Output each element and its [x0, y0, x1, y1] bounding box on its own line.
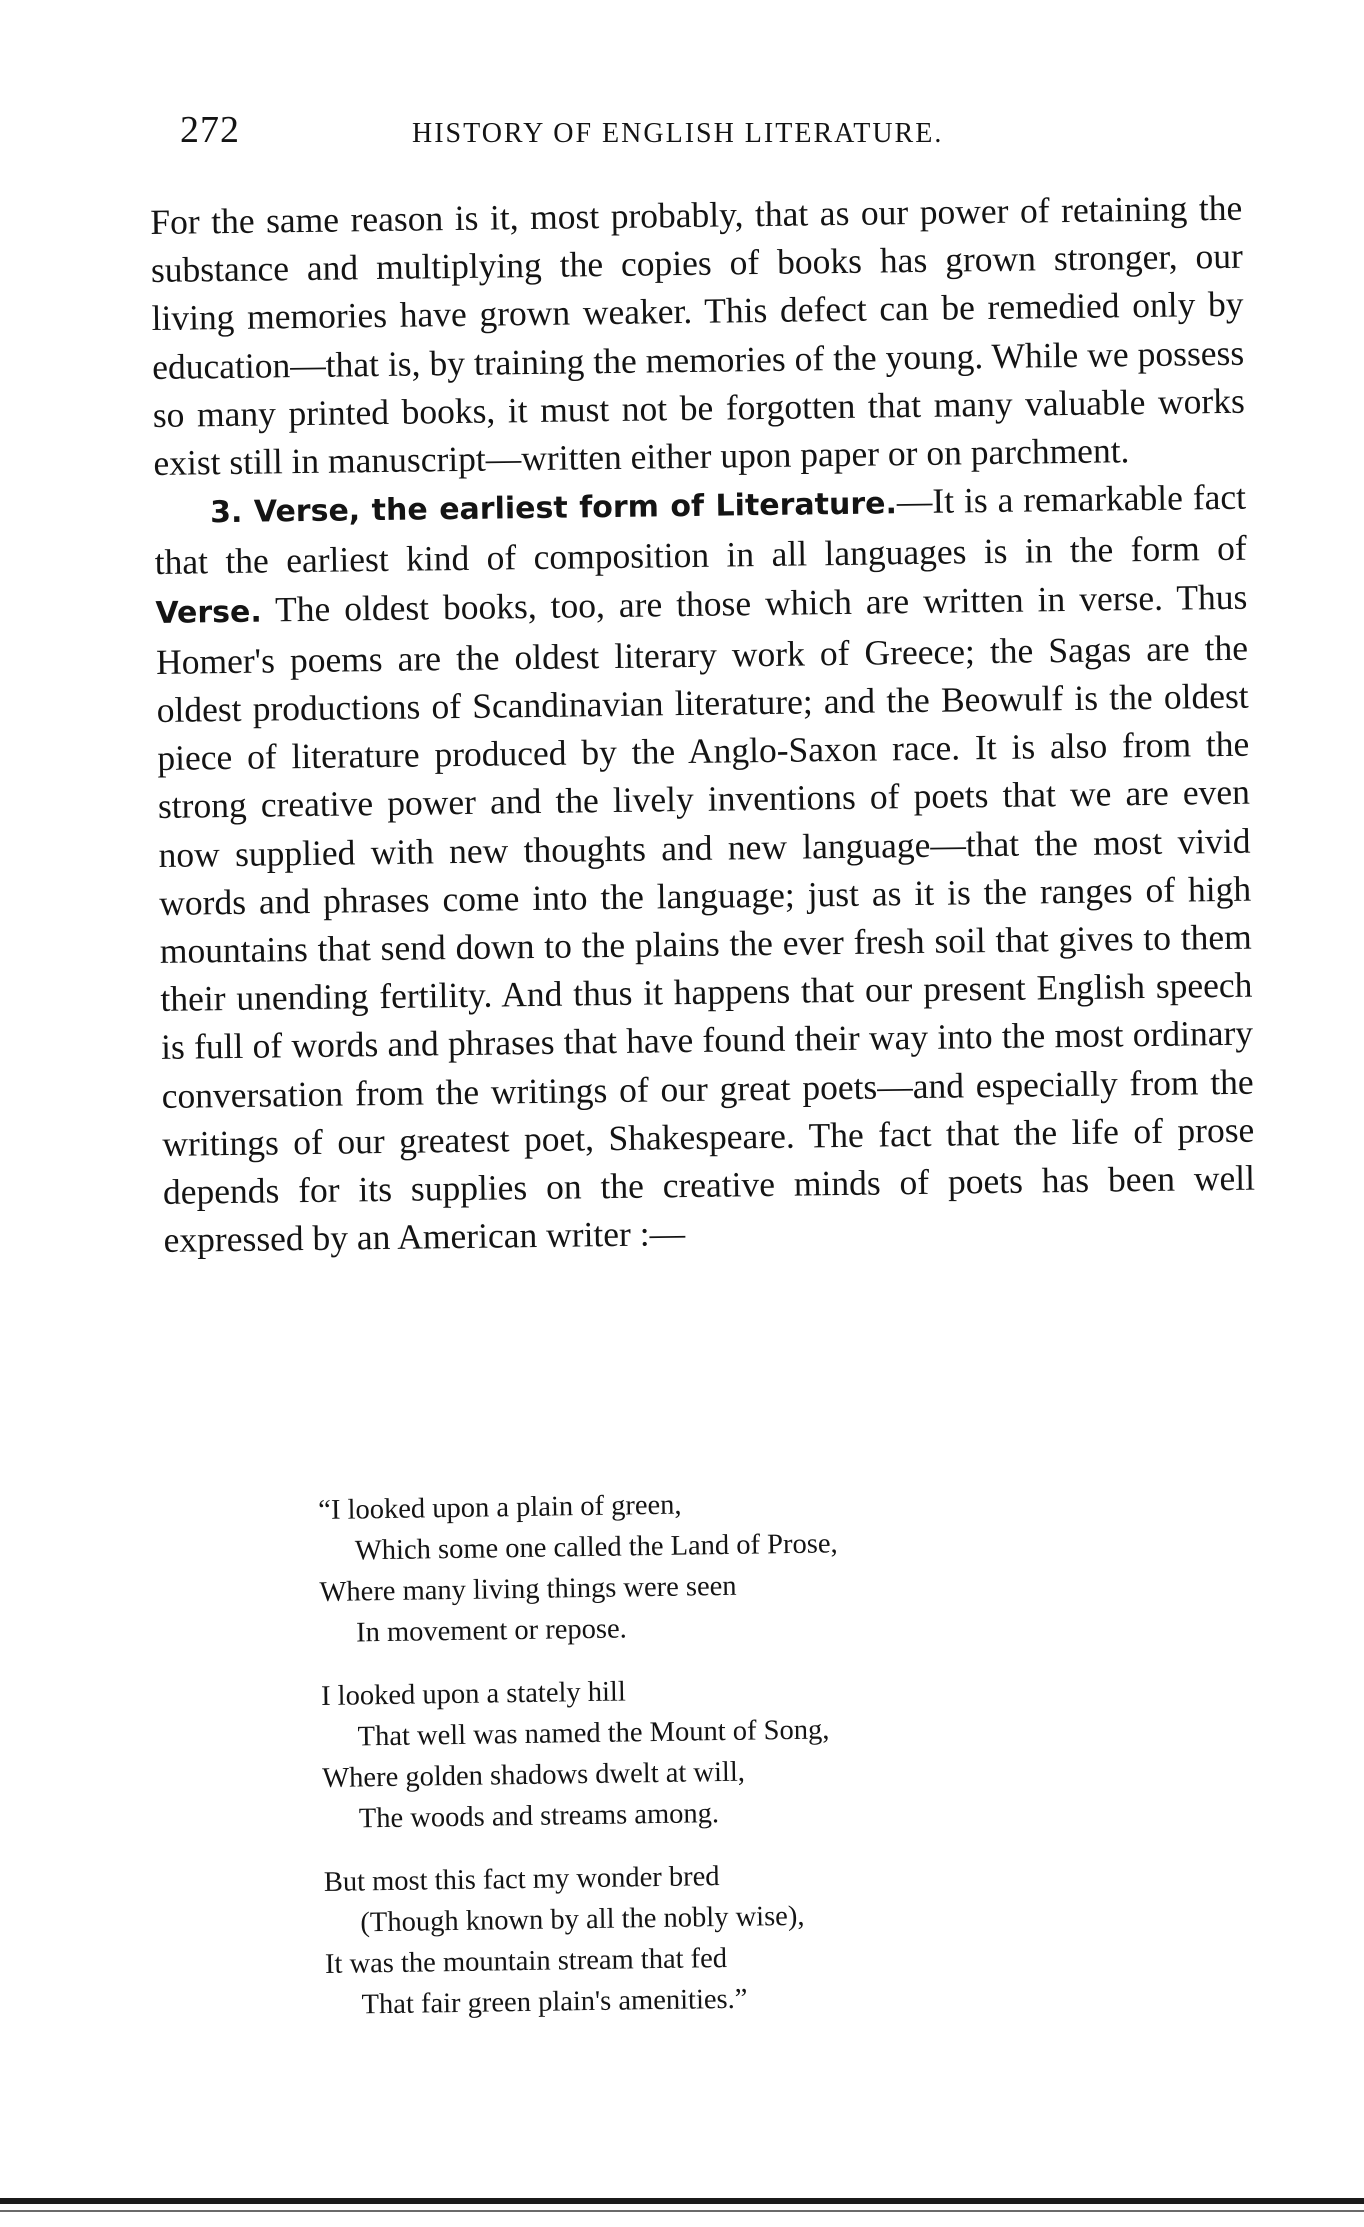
poem-stanza — [324, 1851, 1066, 2026]
page-bottom-rule-thin — [0, 2210, 1364, 2212]
poem-line: That well was named the Mount of Song, — [357, 1714, 830, 1753]
poem-line: In movement or repose. — [355, 1613, 627, 1649]
poem-quotation — [318, 1479, 1066, 2048]
section-heading: 3. Verse, the earliest form of Literature. — [209, 486, 898, 531]
running-title: HISTORY OF ENGLISH LITERATURE. — [412, 118, 944, 149]
page-bottom-rule — [0, 2198, 1364, 2204]
section-text-body: The oldest books, too, are those which are written in verse. Thus Homer's poems are the oldest literary work of Greece; the Sagas are the oldest productions of Scandinavian literature; and the Beowulf is the oldest piece of literature produced by the Anglo-Saxon race. It is also from the strong creative power and the lively inventions of poets that we are even now supplied with new thoughts and new language—that the most vivid words and phrases come into the language; just as it is the ranges of high mountains that send down to the plains the ever fresh soil that gives to them their unending fertility. And thus it happens that our present English speech is full of words and phrases that have found their way into the most ordinary conversation from the writings of our great poets—and especially from the writings of our greatest poet, Shakespeare. The fact that the life of prose depends for its supplies on the creative minds of poets has been well expressed by an American writer :— — [155, 576, 1256, 1261]
paragraph-manuscripts: For the same reason is it, most probably, that as our power of retaining the substance and multiplying the copies of books has grown stronger, our living memories have grown weaker. This defect can be remedied only by education—that is, by training the memories of the young. While we possess so many printed books, it must not be forgotten that many valuable works exist still in manuscript—written either upon paper or on parchment. — [150, 187, 1246, 483]
poem-line: But most this fact my wonder bred — [323, 1861, 720, 1898]
poem-line: It was the mountain stream that fed — [324, 1942, 728, 1980]
bold-term-verse: Verse. — [155, 594, 262, 631]
poem-line: The woods and streams among. — [358, 1798, 720, 1835]
poem-line: Which some one called the Land of Prose, — [354, 1528, 838, 1567]
poem-stanza — [321, 1665, 1063, 1840]
page-number: 272 — [180, 109, 240, 151]
page-header — [180, 108, 1240, 158]
poem-line: (Though known by all the nobly wise), — [360, 1900, 805, 1939]
poem-stanza — [318, 1479, 1060, 1654]
poem-line: Where many living things were seen — [319, 1570, 737, 1608]
poem-line: I looked upon a stately hill — [320, 1676, 626, 1712]
section-text-intro: —It is a remarkable fact that the earliest kind of composition in all languages is in the form of — [154, 476, 1247, 583]
poem-line: “I looked upon a plain of green, — [318, 1489, 682, 1526]
body-text — [150, 184, 1256, 1265]
poem-line: That fair green plain's amenities.” — [361, 1983, 748, 2021]
poem-line: Where golden shadows dwelt at will, — [322, 1756, 746, 1794]
paragraph-verse — [154, 473, 1256, 1264]
